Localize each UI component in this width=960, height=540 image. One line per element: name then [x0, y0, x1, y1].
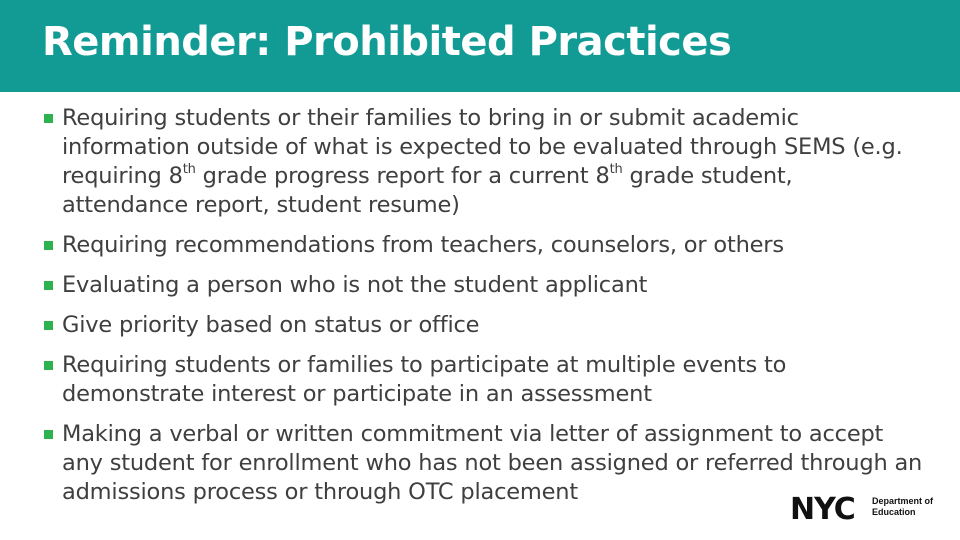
superscript-th-1: th [182, 161, 196, 177]
bullet-text-1a: Requiring students or their families to bring in or submit academic information outside of what is expected to be evaluated through SEMS (e.g. requiring 8 [62, 105, 903, 189]
bullet-item-4 [44, 311, 924, 340]
bullet-square-icon [44, 281, 53, 290]
bullet-square-icon [44, 361, 53, 370]
bullet-text-3: Evaluating a person who is not the student applicant [62, 272, 648, 298]
nyc-logo-mark: NYC [790, 492, 855, 527]
bullet-text-1b: grade progress report for a current 8 [195, 163, 610, 189]
bullet-item-5 [44, 351, 924, 409]
bullet-text-6: Making a verbal or written commitment via letter of assignment to accept any student for enrollment who has not been assigned or referred through an admissions process or through OTC placement [62, 421, 923, 505]
title-bar [0, 0, 960, 92]
nyc-doe-logo [790, 494, 950, 526]
bullet-square-icon [44, 430, 53, 439]
bullet-text-2: Requiring recommendations from teachers, counselors, or others [62, 232, 784, 258]
bullet-square-icon [44, 114, 53, 123]
superscript-th-2: th [609, 161, 623, 177]
bullet-item-2 [44, 231, 924, 260]
bullet-item-3 [44, 271, 924, 300]
bullet-list [44, 104, 924, 518]
bullet-square-icon [44, 241, 53, 250]
bullet-square-icon [44, 321, 53, 330]
logo-line-1: Department of [872, 496, 934, 506]
bullet-item-1 [44, 104, 924, 220]
logo-department-text [872, 496, 952, 518]
bullet-text-5: Requiring students or families to participate at multiple events to demonstrate interest or participate in an assessment [62, 352, 787, 407]
logo-line-2: Education [872, 507, 916, 517]
bullet-text-1c: grade student, attendance report, student resume) [62, 163, 793, 218]
slide-title: Reminder: Prohibited Practices [42, 19, 732, 65]
bullet-text-4: Give priority based on status or office [62, 312, 480, 338]
